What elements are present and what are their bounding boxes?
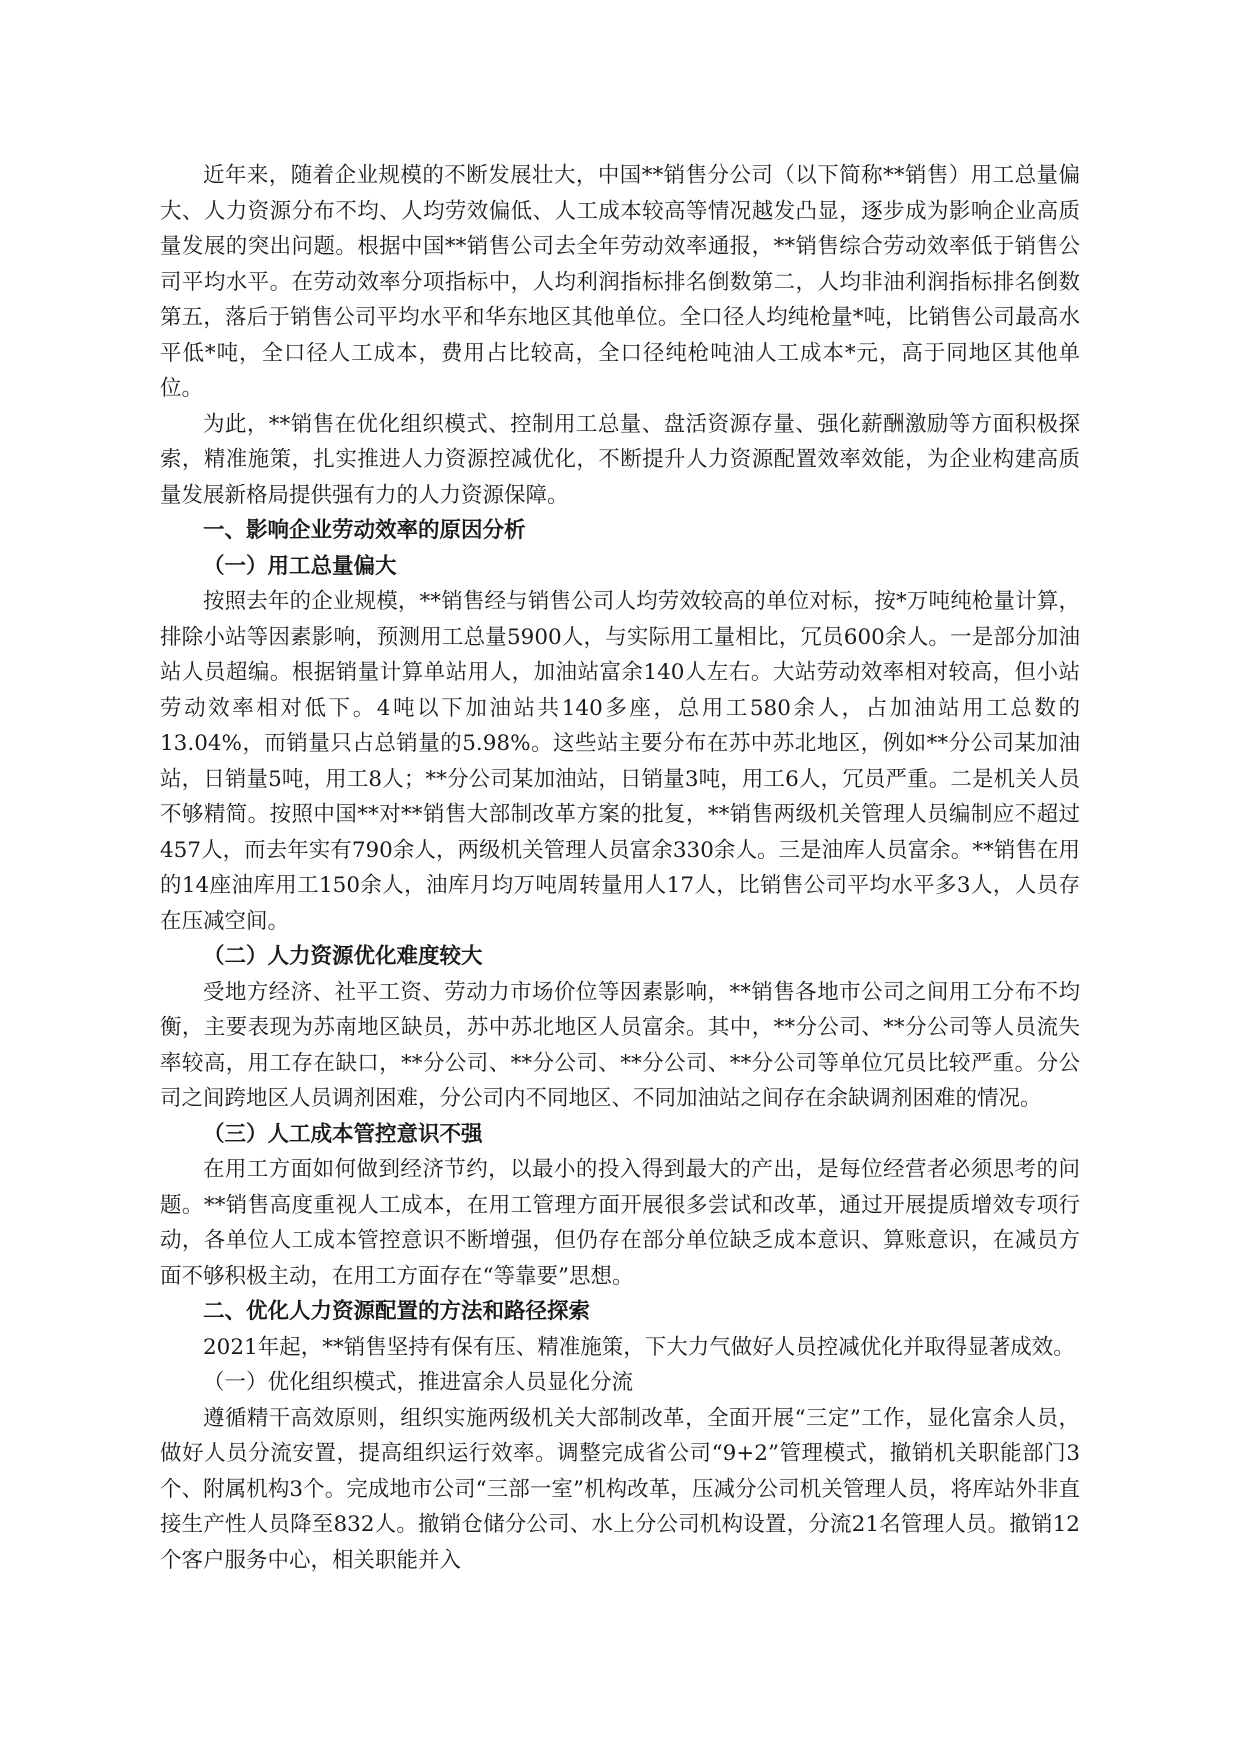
staffing-paragraph: 按照去年的企业规模，**销售经与销售公司人均劳效较高的单位对标，按*万吨纯枪量计算，排除小站等因素影响，预测用工总量5900人，与实际用工量相比，冗员600余人。一是部分加油站人员超编。根据销量计算单站用人，加油站富余140人左右。大站劳动效率相对较高，但小站劳动效率相对低下。4吨以下加油站共140多座，总用工580余人，占加油站用工总数的13.04%，而销量只占总销量的5.98%。这些站主要分布在苏中苏北地区，例如**分公司某加油站，日销量5吨，用工8人；**分公司某加油站，日销量3吨，用工6人，冗员严重。二是机关人员不够精简。按照中国**对**销售大部制改革方案的批复，**销售两级机关管理人员编制应不超过457人，而去年实有790余人，两级机关管理人员富余330余人。三是油库人员富余。**销售在用的14座油库用工150余人，油库月均万吨周转量用人17人，比销售公司平均水平多3人，人员存在压减空间。 (160, 589, 1080, 934)
document-page (160, 158, 1080, 1718)
measures-paragraph: 为此，**销售在优化组织模式、控制用工总量、盘活资源存量、强化薪酬激励等方面积极探索，精准施策，扎实推进人力资源控减优化，不断提升人力资源配置效率效能，为企业构建高质量发展新格局提供强有力的人力资源保障。 (160, 411, 1080, 508)
intro-paragraph: 近年来，随着企业规模的不断发展壮大，中国**销售分公司（以下简称**销售）用工总量偏大、人力资源分布不均、人均劳效偏低、人工成本较高等情况越发凸显，逐步成为影响企业高质量发展的突出问题。根据中国**销售公司去全年劳动效率通报，**销售综合劳动效率低于销售公司平均水平。在劳动效率分项指标中，人均利润指标排名倒数第二，人均非油利润指标排名倒数第五，落后于销售公司平均水平和华东地区其他单位。全口径人均纯枪量*吨，比销售公司最高水平低*吨，全口径人工成本，费用占比较高，全口径纯枪吨油人工成本*元，高于同地区其他单位。 (160, 163, 1080, 401)
subsection-heading-2-1: （一）优化组织模式，推进富余人员显化分流 (203, 1370, 634, 1395)
subsection-heading-1-3: （三）人工成本管控意识不强 (203, 1121, 483, 1147)
subsection-heading-1-1: （一）用工总量偏大 (203, 553, 397, 579)
distribution-paragraph: 受地方经济、社平工资、劳动力市场价位等因素影响，**销售各地市公司之间用工分布不均衡，主要表现为苏南地区缺员，苏中苏北地区人员富余。其中，**分公司、**分公司等人员流失率较高，用工存在缺口，**分公司、**分公司、**分公司、**分公司等单位冗员比较严重。分公司之间跨地区人员调剂困难，分公司内不同地区、不同加油站之间存在余缺调剂困难的情况。 (160, 979, 1080, 1111)
subsection-heading-1-2: （二）人力资源优化难度较大 (203, 944, 483, 969)
section-heading-2: 二、优化人力资源配置的方法和路径探索 (203, 1299, 591, 1324)
organization-paragraph: 遵循精干高效原则，组织实施两级机关大部制改革，全面开展“三定”工作，显化富余人员，做好人员分流安置，提高组织运行效率。调整完成省公司“9+2”管理模式，撤销机关职能部门3个、附属机构3个。完成地市公司“三部一室”机构改革，压减分公司机关管理人员，将库站外非直接生产性人员降至832人。撤销仓储分公司、水上分公司机构设置，分流21名管理人员。撤销12个客户服务中心，相关职能并入 (160, 1405, 1080, 1573)
results-paragraph: 2021年起，**销售坚持有保有压、精准施策，下大力气做好人员控减优化并取得显著成效。 (203, 1334, 1075, 1360)
section-heading-1: 一、影响企业劳动效率的原因分析 (203, 518, 526, 543)
cost-paragraph: 在用工方面如何做到经济节约，以最小的投入得到最大的产出，是每位经营者必须思考的问题。**销售高度重视人工成本，在用工管理方面开展很多尝试和改革，通过开展提质增效专项行动，各单位人工成本管控意识不断增强，但仍存在部分单位缺乏成本意识、算账意识，在减员方面不够积极主动，在用工方面存在“等靠要”思想。 (160, 1157, 1080, 1289)
